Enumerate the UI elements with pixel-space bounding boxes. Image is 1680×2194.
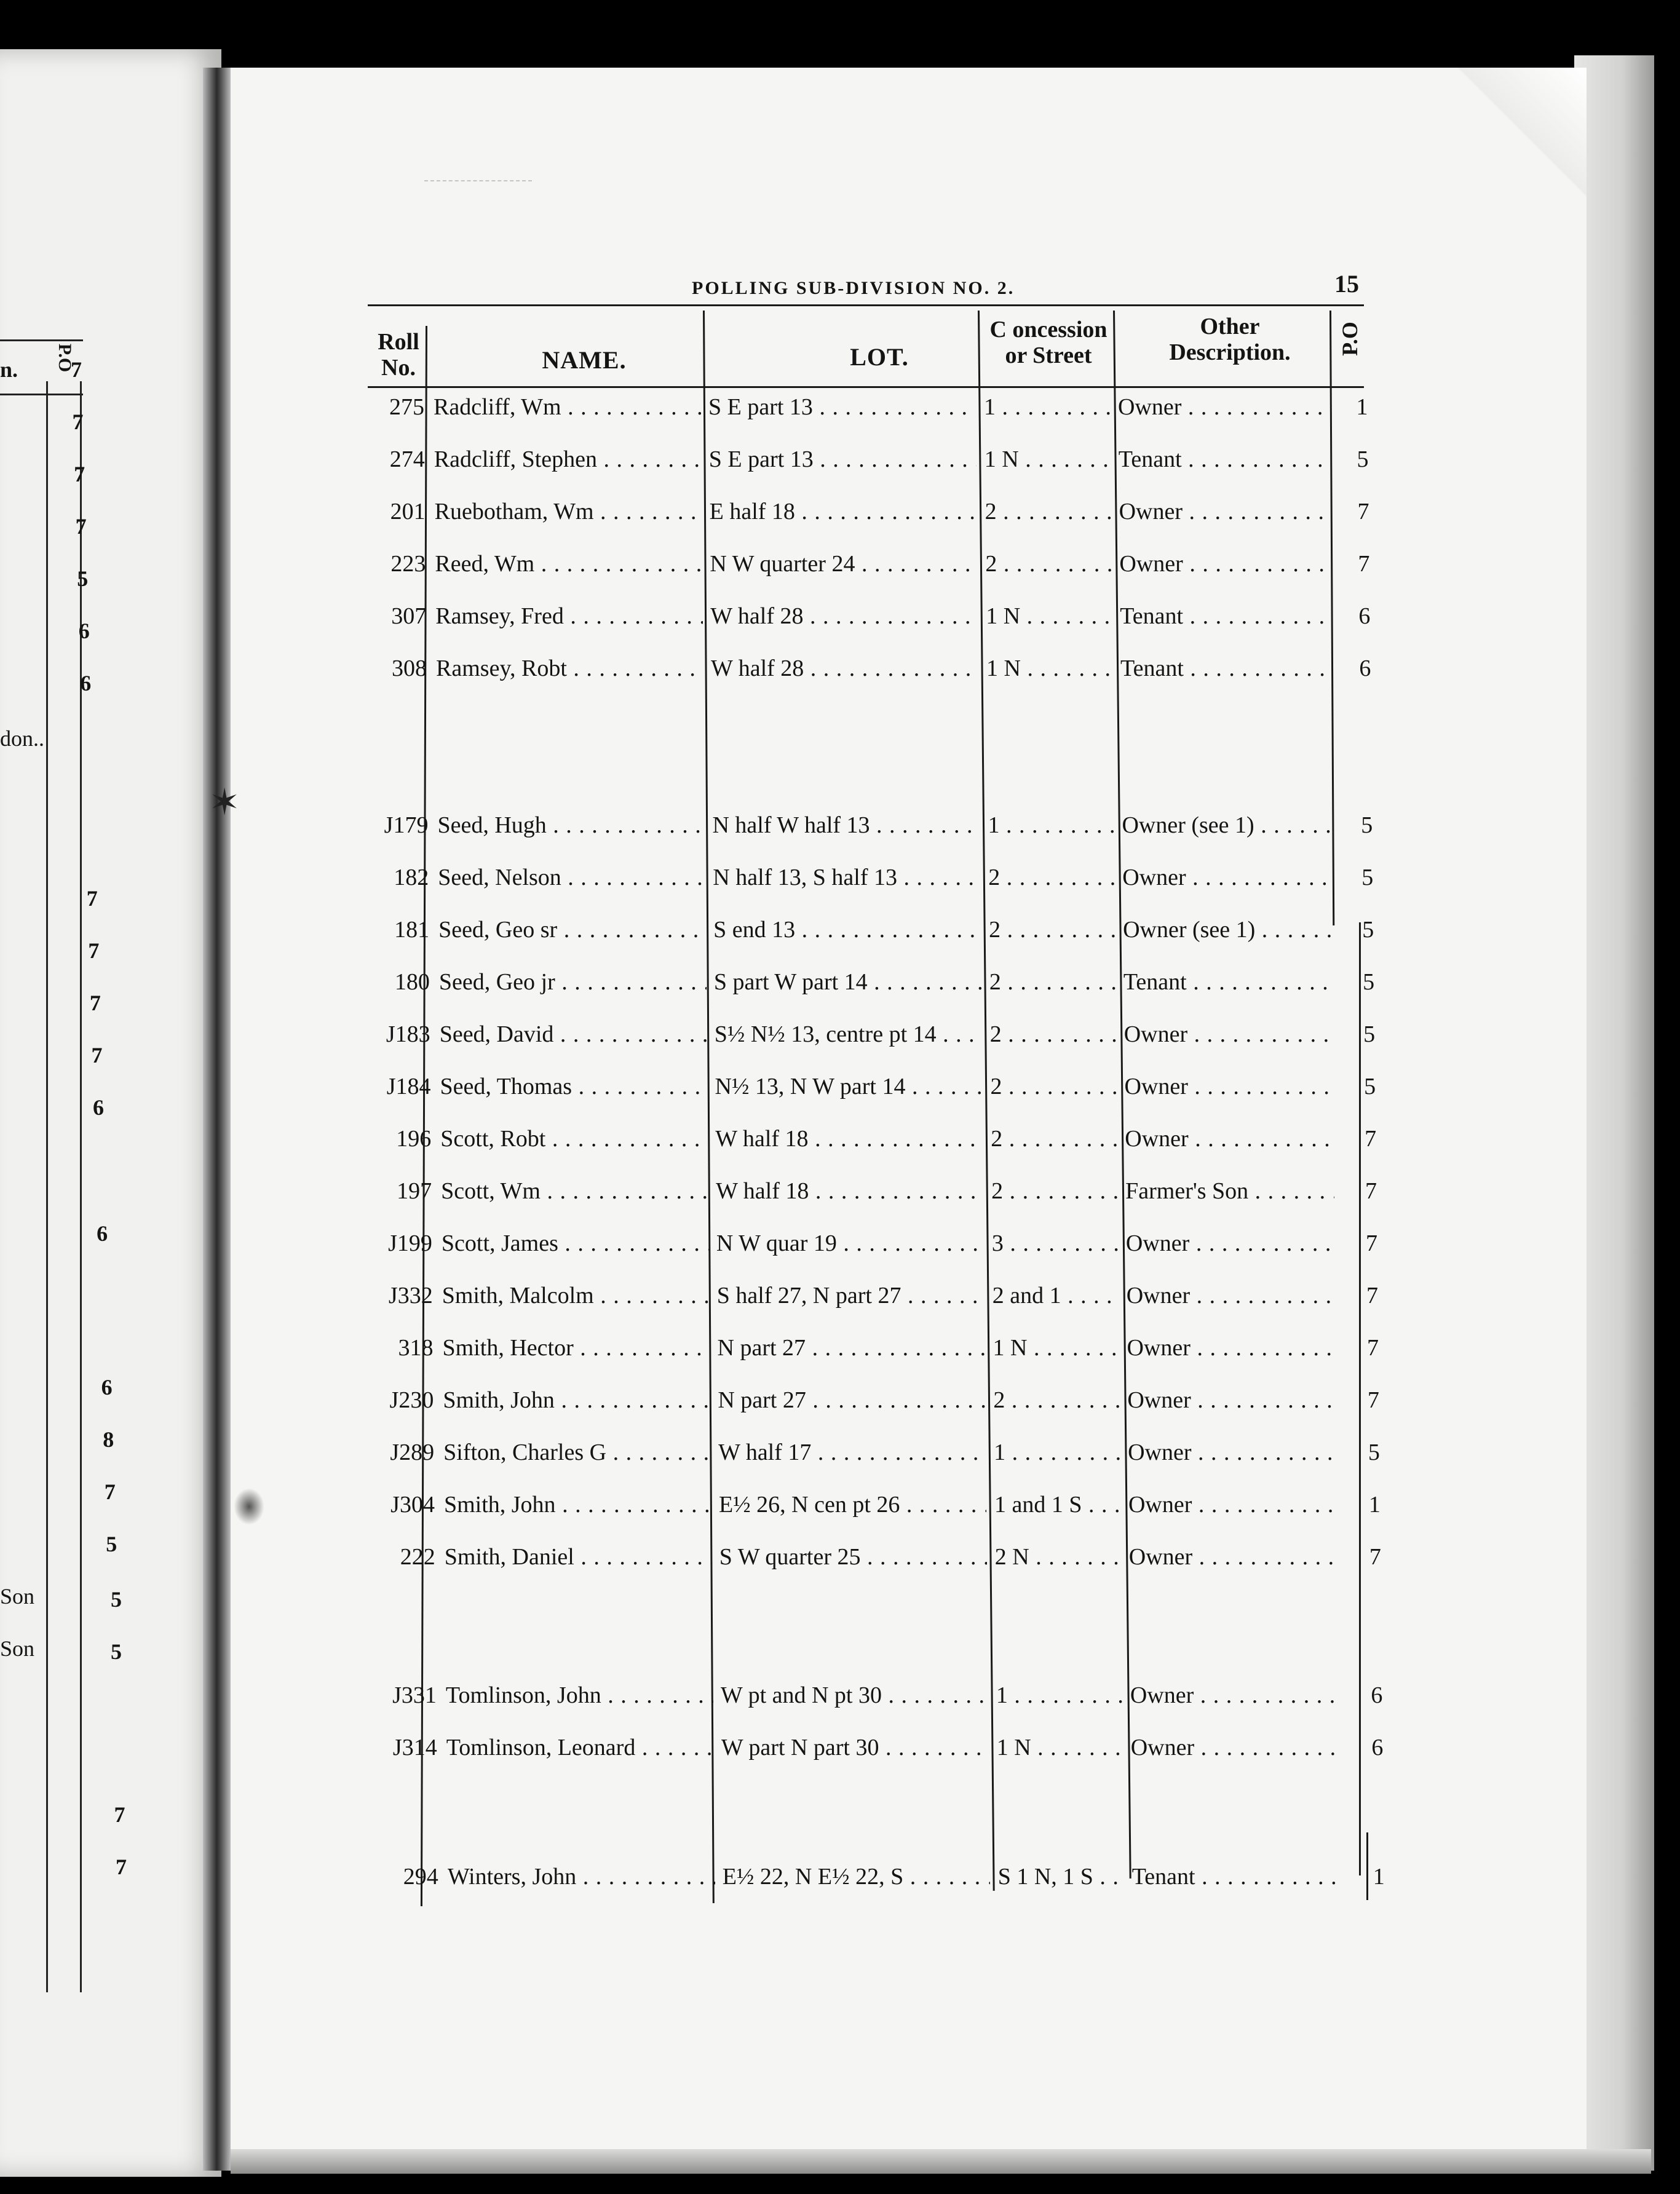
cell-name: Tomlinson, Leonard . . . xyxy=(446,1734,714,1761)
cell-conc: 2 . . . xyxy=(988,864,1114,891)
cell-name: Ramsey, Robt . . . xyxy=(436,655,703,682)
cell-conc: 1 N . . . xyxy=(986,603,1112,630)
cell-lot: E half 18 . . . xyxy=(710,498,977,525)
cell-lot: S E part 13 . . . xyxy=(709,446,977,473)
cell-name: Seed, Geo sr . . . xyxy=(438,916,706,943)
cell-desc: Owner . . . xyxy=(1124,1073,1333,1100)
left-text-fragment: Son xyxy=(0,1636,35,1661)
cell-lot: W half 28 . . . xyxy=(710,603,978,630)
cell-desc: Owner . . . xyxy=(1126,1230,1335,1257)
cell-conc: 1 . . . xyxy=(994,1439,1120,1466)
cell-desc: Owner . . . xyxy=(1127,1387,1336,1414)
cell-lot: S W quarter 25 . . . xyxy=(719,1543,987,1570)
page-header-title: POLLING SUB-DIVISION NO. 2. xyxy=(692,278,1015,298)
cell-desc: Owner . . . xyxy=(1129,1543,1338,1570)
cell-lot: S E part 13 . . . xyxy=(708,394,976,421)
left-po-fragment: 7 xyxy=(116,1855,127,1879)
cell-name: Reed, Wm . . . xyxy=(435,550,702,577)
cell-roll: 196 xyxy=(396,1126,432,1152)
cell-conc: 2 . . . xyxy=(989,968,1115,996)
cell-name: Smith, Hector . . . xyxy=(443,1334,710,1361)
cell-name: Seed, Thomas . . . xyxy=(440,1073,707,1100)
cell-conc: 2 . . . xyxy=(991,1125,1117,1152)
cell-conc: 2 . . . xyxy=(991,1178,1117,1205)
cell-lot: S half 27, N part 27 . . . xyxy=(717,1282,985,1309)
cell-lot: N½ 13, N W part 14 . . . xyxy=(715,1073,982,1100)
cell-po: 6 xyxy=(1371,1682,1383,1708)
cell-roll: 318 xyxy=(398,1335,434,1361)
cell-roll: J289 xyxy=(390,1440,435,1465)
left-po-fragment: 6 xyxy=(78,619,90,643)
left-text-fragment: don.. xyxy=(0,726,44,751)
left-po-fragment: 7 xyxy=(91,1043,103,1067)
cell-lot: N W quar 19 . . . xyxy=(716,1230,984,1257)
cell-roll: J314 xyxy=(392,1735,437,1760)
left-po-fragment: 5 xyxy=(111,1639,122,1664)
cell-lot: E½ 26, N cen pt 26 . . . xyxy=(719,1491,986,1518)
cell-conc: 3 . . . xyxy=(992,1230,1118,1257)
left-header-fragment-name: n. xyxy=(0,357,18,382)
cell-conc: 1 N . . . xyxy=(997,1734,1123,1761)
header-rule-bottom xyxy=(368,386,1364,388)
page-corner-fold xyxy=(1445,68,1587,209)
cell-lot: N part 27 . . . xyxy=(718,1334,985,1361)
column-header-description-line-1: Other xyxy=(1200,314,1260,339)
cell-roll: 181 xyxy=(394,917,430,943)
cell-name: Seed, Nelson . . . xyxy=(438,864,705,891)
cell-po: 5 xyxy=(1363,969,1375,995)
cell-roll: 274 xyxy=(389,446,425,472)
column-header-po: P.O xyxy=(1337,322,1362,356)
cell-lot: W part N part 30 . . . xyxy=(721,1734,989,1761)
cell-conc: 1 N . . . xyxy=(985,446,1111,473)
cell-conc: 2 . . . xyxy=(990,1021,1116,1048)
cell-name: Radcliff, Stephen . . . xyxy=(434,446,702,473)
column-header-concession-line-1: C oncession xyxy=(989,317,1107,343)
cell-roll: J331 xyxy=(392,1682,437,1708)
cell-desc: Owner . . . xyxy=(1118,394,1327,421)
left-po-fragment: 8 xyxy=(103,1427,114,1452)
left-po-fragment: 7 xyxy=(104,1479,116,1504)
cell-roll: 222 xyxy=(400,1544,435,1570)
cell-name: Sifton, Charles G . . . xyxy=(443,1439,711,1466)
cell-po: 7 xyxy=(1367,1387,1379,1413)
cell-roll: J184 xyxy=(386,1074,431,1099)
cell-conc: 2 . . . xyxy=(989,916,1115,943)
cell-lot: W half 28 . . . xyxy=(711,655,978,682)
cell-po: 7 xyxy=(1358,551,1370,577)
column-header-description-line-2: Description. xyxy=(1169,339,1291,365)
cell-lot: W half 18 . . . xyxy=(716,1178,983,1205)
left-po-fragment: 7 xyxy=(88,938,100,963)
cell-name: Winters, John . . . xyxy=(448,1863,715,1890)
cell-name: Radcliff, Wm . . . xyxy=(434,394,701,421)
ink-smudge xyxy=(234,1488,264,1525)
cell-desc: Owner . . . xyxy=(1122,864,1331,891)
column-header-concession xyxy=(978,317,1119,368)
cell-lot: E½ 22, N E½ 22, S . . . xyxy=(723,1863,990,1890)
cell-conc: 1 and 1 S . . . xyxy=(994,1491,1120,1518)
cell-name: Scott, Wm . . . xyxy=(441,1178,708,1205)
cell-po: 7 xyxy=(1366,1283,1378,1309)
cell-lot: W half 17 . . . xyxy=(718,1439,986,1466)
left-header-fragment-po: P.O xyxy=(55,343,76,373)
left-po-fragment: 5 xyxy=(77,566,89,591)
cell-po: 6 xyxy=(1371,1735,1384,1760)
column-header-roll xyxy=(368,329,429,381)
left-po-fragment: 7 xyxy=(114,1802,125,1827)
cell-name: Scott, Robt . . . xyxy=(440,1125,708,1152)
cell-name: Scott, James . . . xyxy=(442,1230,709,1257)
cell-po: 5 xyxy=(1361,812,1373,838)
column-header-lot: LOT. xyxy=(850,343,909,371)
cell-lot: S part W part 14 . . . xyxy=(714,968,981,996)
cell-desc: Tenant . . . xyxy=(1120,603,1329,630)
page-number: 15 xyxy=(1334,270,1359,298)
cell-roll: J230 xyxy=(389,1387,434,1413)
left-po-fragment: 6 xyxy=(97,1221,108,1246)
cell-name: Ramsey, Fred . . . xyxy=(435,603,703,630)
column-header-concession-line-2: or Street xyxy=(1005,343,1092,368)
cell-po: 5 xyxy=(1362,917,1374,943)
cell-conc: 1 . . . xyxy=(988,812,1114,839)
left-po-fragment: 7 xyxy=(72,410,84,434)
left-po-fragment: 6 xyxy=(80,671,92,695)
cell-conc: 2 . . . xyxy=(993,1387,1119,1414)
left-po-fragment: 6 xyxy=(93,1095,104,1120)
cell-desc: Tenant . . . xyxy=(1132,1863,1341,1890)
cell-desc: Owner . . . xyxy=(1128,1439,1337,1466)
cell-desc: Owner (see 1) . . . xyxy=(1122,812,1331,839)
cell-desc: Owner . . . xyxy=(1127,1334,1336,1361)
cell-desc: Owner . . . xyxy=(1124,1021,1333,1048)
cell-desc: Owner . . . xyxy=(1125,1125,1334,1152)
column-header-roll-line-1: Roll xyxy=(378,329,419,355)
cell-desc: Owner . . . xyxy=(1131,1734,1340,1761)
column-header-name: NAME. xyxy=(542,346,627,374)
cell-name: Smith, Malcolm . . . xyxy=(442,1282,710,1309)
cell-conc: 1 N . . . xyxy=(986,655,1112,682)
cell-conc: 1 . . . xyxy=(984,394,1110,421)
cell-roll: J183 xyxy=(386,1021,430,1047)
book-gutter xyxy=(203,68,234,2171)
left-po-fragment: 7 xyxy=(71,357,82,382)
page-bottom-edge xyxy=(231,2149,1651,2174)
cell-po: 1 xyxy=(1356,394,1368,420)
left-column-rule-1 xyxy=(46,381,48,1992)
cell-po: 5 xyxy=(1363,1021,1376,1047)
left-po-fragment: 7 xyxy=(75,514,87,539)
cell-conc: 2 . . . xyxy=(985,498,1111,525)
cell-po: 7 xyxy=(1369,1544,1381,1570)
cell-po: 6 xyxy=(1358,603,1371,629)
cell-po: 7 xyxy=(1365,1126,1377,1152)
cell-po: 7 xyxy=(1357,499,1369,525)
cell-roll: 223 xyxy=(390,551,426,577)
cell-po: 1 xyxy=(1373,1864,1385,1890)
cell-roll: J332 xyxy=(388,1283,433,1309)
cell-po: 1 xyxy=(1368,1492,1381,1518)
cell-lot: N W quarter 24 . . . xyxy=(710,550,977,577)
left-po-fragment: 7 xyxy=(86,886,98,911)
cell-name: Ruebotham, Wm . . . xyxy=(435,498,702,525)
left-po-fragment: 6 xyxy=(101,1375,113,1400)
cell-roll: J304 xyxy=(390,1492,435,1518)
left-header-rule-bottom xyxy=(0,394,83,395)
cell-desc: Tenant . . . xyxy=(1120,655,1329,682)
cell-lot: N half 13, S half 13 . . . xyxy=(713,864,980,891)
cell-name: Smith, Daniel . . . xyxy=(445,1543,712,1570)
left-po-fragment: 7 xyxy=(89,991,101,1015)
cell-desc: Owner . . . xyxy=(1127,1282,1336,1309)
column-header-roll-line-2: No. xyxy=(381,355,416,381)
cell-lot: S½ N½ 13, centre pt 14 . . . xyxy=(715,1021,982,1048)
cell-roll: 197 xyxy=(397,1178,432,1204)
cell-po: 5 xyxy=(1368,1440,1380,1465)
cell-po: 6 xyxy=(1359,655,1371,681)
cell-po: 5 xyxy=(1364,1074,1376,1099)
left-po-fragment: 5 xyxy=(111,1587,122,1612)
cell-lot: W pt and N pt 30 . . . xyxy=(721,1682,988,1709)
cell-po: 7 xyxy=(1365,1178,1377,1204)
cell-lot: N half W half 13 . . . xyxy=(712,812,980,839)
binding-mark: ✶ xyxy=(209,782,240,823)
cell-po: 5 xyxy=(1361,865,1374,890)
cell-lot: W half 18 . . . xyxy=(715,1125,983,1152)
cell-roll: 294 xyxy=(403,1864,438,1890)
cell-conc: 2 and 1 . . . xyxy=(993,1282,1119,1309)
cell-name: Tomlinson, John . . . xyxy=(446,1682,713,1709)
left-text-fragment: Son xyxy=(0,1584,35,1609)
cell-roll: J199 xyxy=(388,1230,432,1256)
column-header-description xyxy=(1125,314,1334,365)
cell-po: 7 xyxy=(1366,1335,1379,1361)
cell-name: Seed, David . . . xyxy=(440,1021,707,1048)
cell-desc: Owner . . . xyxy=(1130,1682,1339,1709)
cell-conc: 1 . . . xyxy=(996,1682,1122,1709)
cell-desc: Owner (see 1) . . . xyxy=(1123,916,1332,943)
left-po-fragment: 7 xyxy=(74,462,85,486)
cell-name: Seed, Hugh . . . xyxy=(437,812,705,839)
cell-desc: Owner . . . xyxy=(1119,498,1328,525)
cell-roll: 307 xyxy=(391,603,427,629)
cell-roll: 182 xyxy=(394,865,429,890)
cell-conc: 2 . . . xyxy=(985,550,1111,577)
header-rule-top xyxy=(368,304,1364,306)
main-page xyxy=(231,68,1587,2171)
cell-desc: Tenant . . . xyxy=(1119,446,1328,473)
cell-desc: Tenant . . . xyxy=(1123,968,1333,996)
cell-roll: 180 xyxy=(394,969,430,995)
cell-name: Smith, John . . . xyxy=(443,1387,710,1414)
cell-po: 7 xyxy=(1366,1230,1377,1256)
cell-lot: N part 27 . . . xyxy=(718,1387,985,1414)
cell-name: Smith, John . . . xyxy=(444,1491,711,1518)
left-facing-page xyxy=(0,49,221,2177)
cell-roll: J179 xyxy=(384,812,429,838)
cell-lot: S end 13 . . . xyxy=(713,916,981,943)
cell-roll: 275 xyxy=(389,394,424,420)
cell-conc: 2 . . . xyxy=(990,1073,1116,1100)
cell-po: 5 xyxy=(1357,446,1369,472)
cell-conc: S 1 N, 1 S . . . xyxy=(998,1863,1124,1890)
cell-desc: Owner . . . xyxy=(1128,1491,1337,1518)
left-po-fragment: 5 xyxy=(106,1532,117,1556)
cell-name: Seed, Geo jr . . . xyxy=(439,968,707,996)
faint-dash-mark xyxy=(424,180,532,181)
cell-desc: Owner . . . xyxy=(1119,550,1328,577)
cell-desc: Farmer's Son . . . xyxy=(1125,1178,1334,1205)
cell-conc: 1 N . . . xyxy=(993,1334,1119,1361)
left-header-rule-top xyxy=(0,339,83,341)
cell-roll: 201 xyxy=(390,499,426,525)
cell-roll: 308 xyxy=(392,655,427,681)
cell-conc: 2 N . . . xyxy=(995,1543,1121,1570)
